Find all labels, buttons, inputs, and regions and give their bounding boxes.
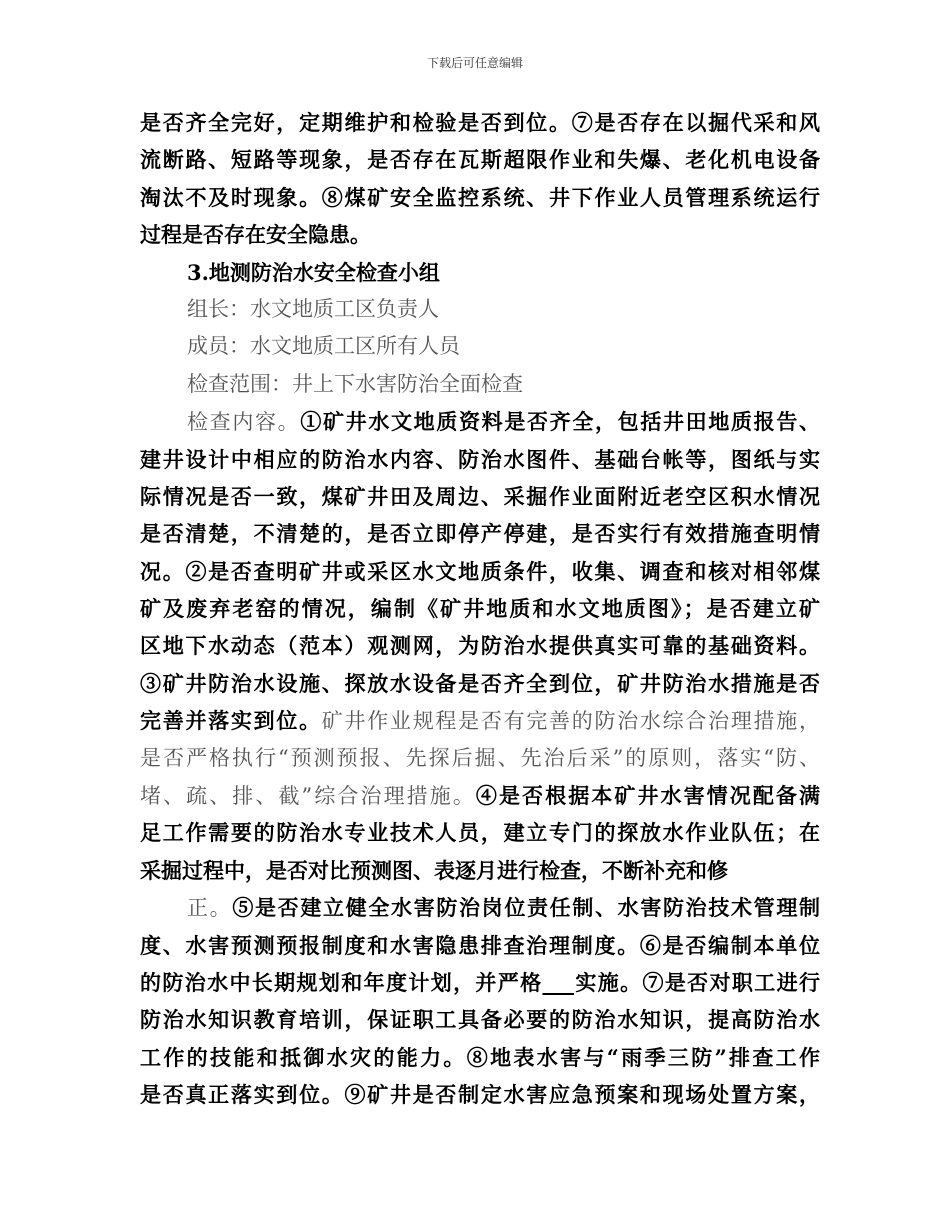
text-segment: 足工作需要的防治水专业技术人员，建立专门的探放水作业队伍；在 <box>140 820 820 846</box>
text-segment: 是否齐全完好，定期维护和检验是否到位。⑦是否存在以掘代采和风 <box>140 110 820 135</box>
text-line <box>140 627 820 664</box>
text-line <box>140 1001 820 1038</box>
text-segment: ④是否根据本矿井水害情况配备满 <box>475 783 820 809</box>
text-segment: 矿井作业规程是否有完善的防治水综合治理措施， <box>321 709 821 734</box>
text-segment: 成员：水文地质工区所有人员 <box>187 334 460 359</box>
text-line <box>140 889 820 926</box>
text-segment: 完善并落实到位。 <box>140 708 322 734</box>
text-line <box>140 141 820 178</box>
text-line <box>140 291 820 328</box>
text-line <box>140 852 820 889</box>
text-segment: 是否严格执行“预测预报、先探后掘、先治后采”的原则，落实“防、 <box>140 745 820 770</box>
text-segment: 防治水知识教育培训，保证职工具备必要的防治水知识，提高防治水 <box>140 1007 820 1033</box>
text-segment: 际情况是否一致，煤矿井田及周边、采掘作业面附近老空区积水情况 <box>140 483 820 509</box>
text-segment: 流断路、短路等现象，是否存在瓦斯超限作业和失爆、老化机电设备 <box>140 147 820 173</box>
text-segment: 检查范围：井上下水害防治全面检查 <box>187 371 523 396</box>
text-segment: 3.地测防治水安全检查小组 <box>187 259 440 285</box>
text-line <box>140 216 820 253</box>
text-line <box>140 665 820 702</box>
text-line <box>140 1076 820 1113</box>
text-line <box>140 553 820 590</box>
text-line <box>140 328 820 365</box>
text-line <box>140 478 820 515</box>
page-header: 下载后可任意编辑 <box>426 56 523 70</box>
text-line <box>140 366 820 403</box>
text-line <box>140 777 820 814</box>
text-segment: ①矿井水文地质资料是否齐全，包括井田地质报告、 <box>300 409 821 435</box>
text-segment: 检查内容。 <box>187 410 301 435</box>
text-segment: 建井设计中相应的防治水内容、防治水图件、基础台帐等，图纸与实 <box>140 446 820 472</box>
text-segment: 组长：水文地质工区负责人 <box>187 296 439 321</box>
text-line <box>140 179 820 216</box>
text-segment: 矿及废弃老窑的情况，编制《矿井地质和水文地质图》；是否建立矿 <box>140 596 820 622</box>
text-segment: 区地下水动态（范本）观测网，为防治水提供真实可靠的基础资料。 <box>140 633 820 659</box>
text-line <box>140 441 820 478</box>
text-segment: ③矿井防治水设施、探放水设备是否齐全到位，矿井防治水措施是否 <box>140 670 820 696</box>
text-segment: 是否清楚，不清楚的，是否立即停产停建，是否实行有效措施查明情 <box>140 521 820 547</box>
text-line <box>140 590 820 627</box>
text-segment: 度、水害预测预报制度和水害隐患排查治理制度。⑥是否编制本单位 <box>140 932 820 958</box>
text-segment: 工作的技能和抵御水灾的能力。⑧地表水害与“雨季三防”排查工作 <box>140 1044 820 1070</box>
text-segment: 况。②是否查明矿井或采区水文地质条件，收集、调查和核对相邻煤 <box>140 558 820 584</box>
text-line <box>140 927 820 964</box>
text-line <box>140 702 820 739</box>
text-line <box>140 740 820 777</box>
text-segment: 的防治水中长期规划和年度计划，并严格___实施。⑦是否对职工进行 <box>140 969 820 995</box>
text-line <box>140 254 820 291</box>
text-line <box>140 403 820 440</box>
text-line <box>140 104 820 141</box>
text-segment: 堵、疏、排、截”综合治理措施。 <box>140 784 476 809</box>
text-line <box>140 814 820 851</box>
text-line <box>140 964 820 1001</box>
document-body <box>140 104 820 1114</box>
text-segment: 正。 <box>187 896 233 921</box>
text-segment: 过程是否存在安全隐患。 <box>140 222 371 248</box>
text-segment: ⑤是否建立健全水害防治岗位责任制、水害防治技术管理制 <box>232 895 821 921</box>
text-line <box>140 1039 820 1076</box>
text-segment: 淘汰不及时现象。⑧煤矿安全监控系统、井下作业人员管理系统运行 <box>140 184 820 210</box>
text-segment: 是否真正落实到位。⑨矿井是否制定水害应急预案和现场处置方案， <box>140 1082 820 1108</box>
text-segment: 采掘过程中，是否对比预测图、表逐月进行检查，不断补充和修 <box>140 857 728 883</box>
text-line <box>140 515 820 552</box>
